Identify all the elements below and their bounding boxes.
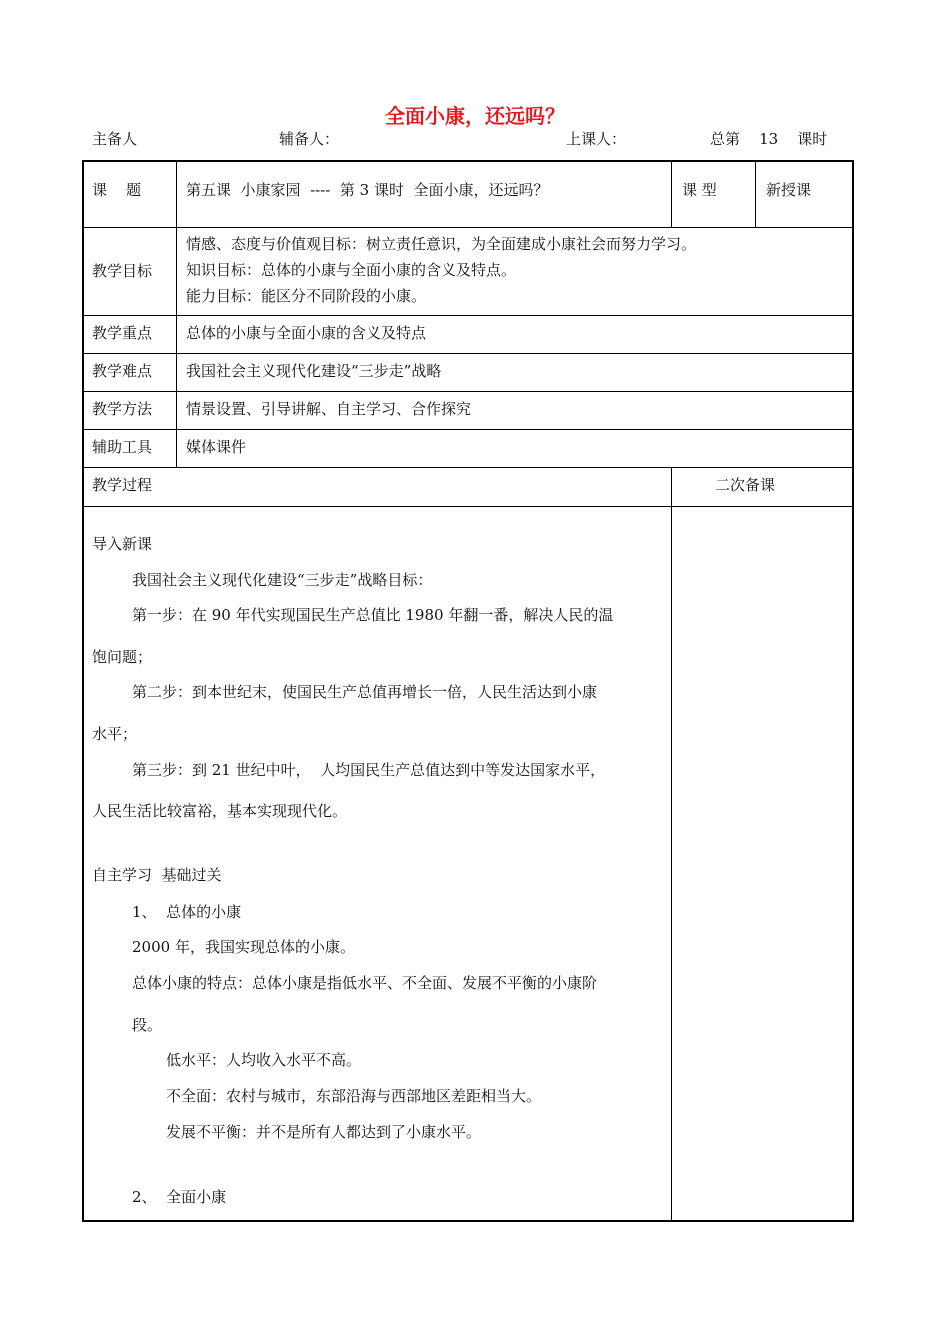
difficulty-value: 我国社会主义现代化建设“三步走”战略 [186,362,442,380]
method-value: 情景设置、引导讲解、自主学习、合作探究 [186,400,472,418]
key-label: 教学重点 [92,324,153,342]
incomplete-text: 不全面：农村与城市，东部沿海与西部地区差距相当大。 [166,1087,542,1105]
second-prep-label: 二次备课 [715,476,776,494]
step3-line2: 人民生活比较富裕，基本实现现代化。 [92,802,348,820]
tool-value: 媒体课件 [186,438,247,456]
difficulty-label: 教学难点 [92,362,153,380]
tool-label: 辅助工具 [92,438,153,456]
low-level-text: 低水平：人均收入水平不高。 [166,1051,362,1069]
goal-ability: 能力目标：能区分不同阶段的小康。 [186,287,427,305]
item1-feature-line2: 段。 [132,1016,163,1034]
unbalanced-text: 发展不平衡：并不是所有人都达到了小康水平。 [166,1123,482,1141]
step2-line1: 第二步：到本世纪末，使国民生产总值再增长一倍，人民生活达到小康 [132,683,598,701]
lecturer-label: 上课人： [566,130,627,148]
step3-line1: 第三步：到 21 世纪中叶， 人均国民生产总值达到中等发达国家水平， [132,761,606,779]
process-label: 教学过程 [92,476,153,494]
type-value: 新授课 [766,181,812,199]
item2-title: 2、 全面小康 [132,1188,227,1206]
topic-value: 第五课 小康家园 ---- 第 3 课时 全面小康，还远吗？ [186,181,549,199]
item1-title: 1、 总体的小康 [132,903,242,921]
goals-label: 教学目标 [92,262,153,280]
item1-feature-line1: 总体小康的特点：总体小康是指低水平、不全面、发展不平衡的小康阶 [132,974,598,992]
goal-knowledge: 知识目标：总体的小康与全面小康的含义及特点。 [186,261,517,279]
step2-line2: 水平； [92,725,138,743]
key-value: 总体的小康与全面小康的含义及特点 [186,324,427,342]
assistant-preparer-label: 辅备人： [279,130,340,148]
topic-label: 课 题 [92,181,142,199]
step1-line2: 饱问题； [92,648,153,666]
method-label: 教学方法 [92,400,153,418]
intro-heading: 导入新课 [92,535,153,553]
document-title: 全面小康，还远吗？ [385,104,565,128]
type-label: 课 型 [682,181,717,199]
item1-year: 2000 年，我国实现总体的小康。 [132,938,355,956]
strategy-intro: 我国社会主义现代化建设“三步走”战略目标： [132,571,433,589]
total-lesson-label: 总第 13 课时 [710,130,828,148]
main-preparer-label: 主备人 [92,130,138,148]
self-study-heading: 自主学习 基础过关 [92,866,222,884]
step1-line1: 第一步：在 90 年代实现国民生产总值比 1980 年翻一番，解决人民的温 [132,606,614,624]
goal-emotion: 情感、态度与价值观目标：树立责任意识，为全面建成小康社会而努力学习。 [186,235,697,253]
